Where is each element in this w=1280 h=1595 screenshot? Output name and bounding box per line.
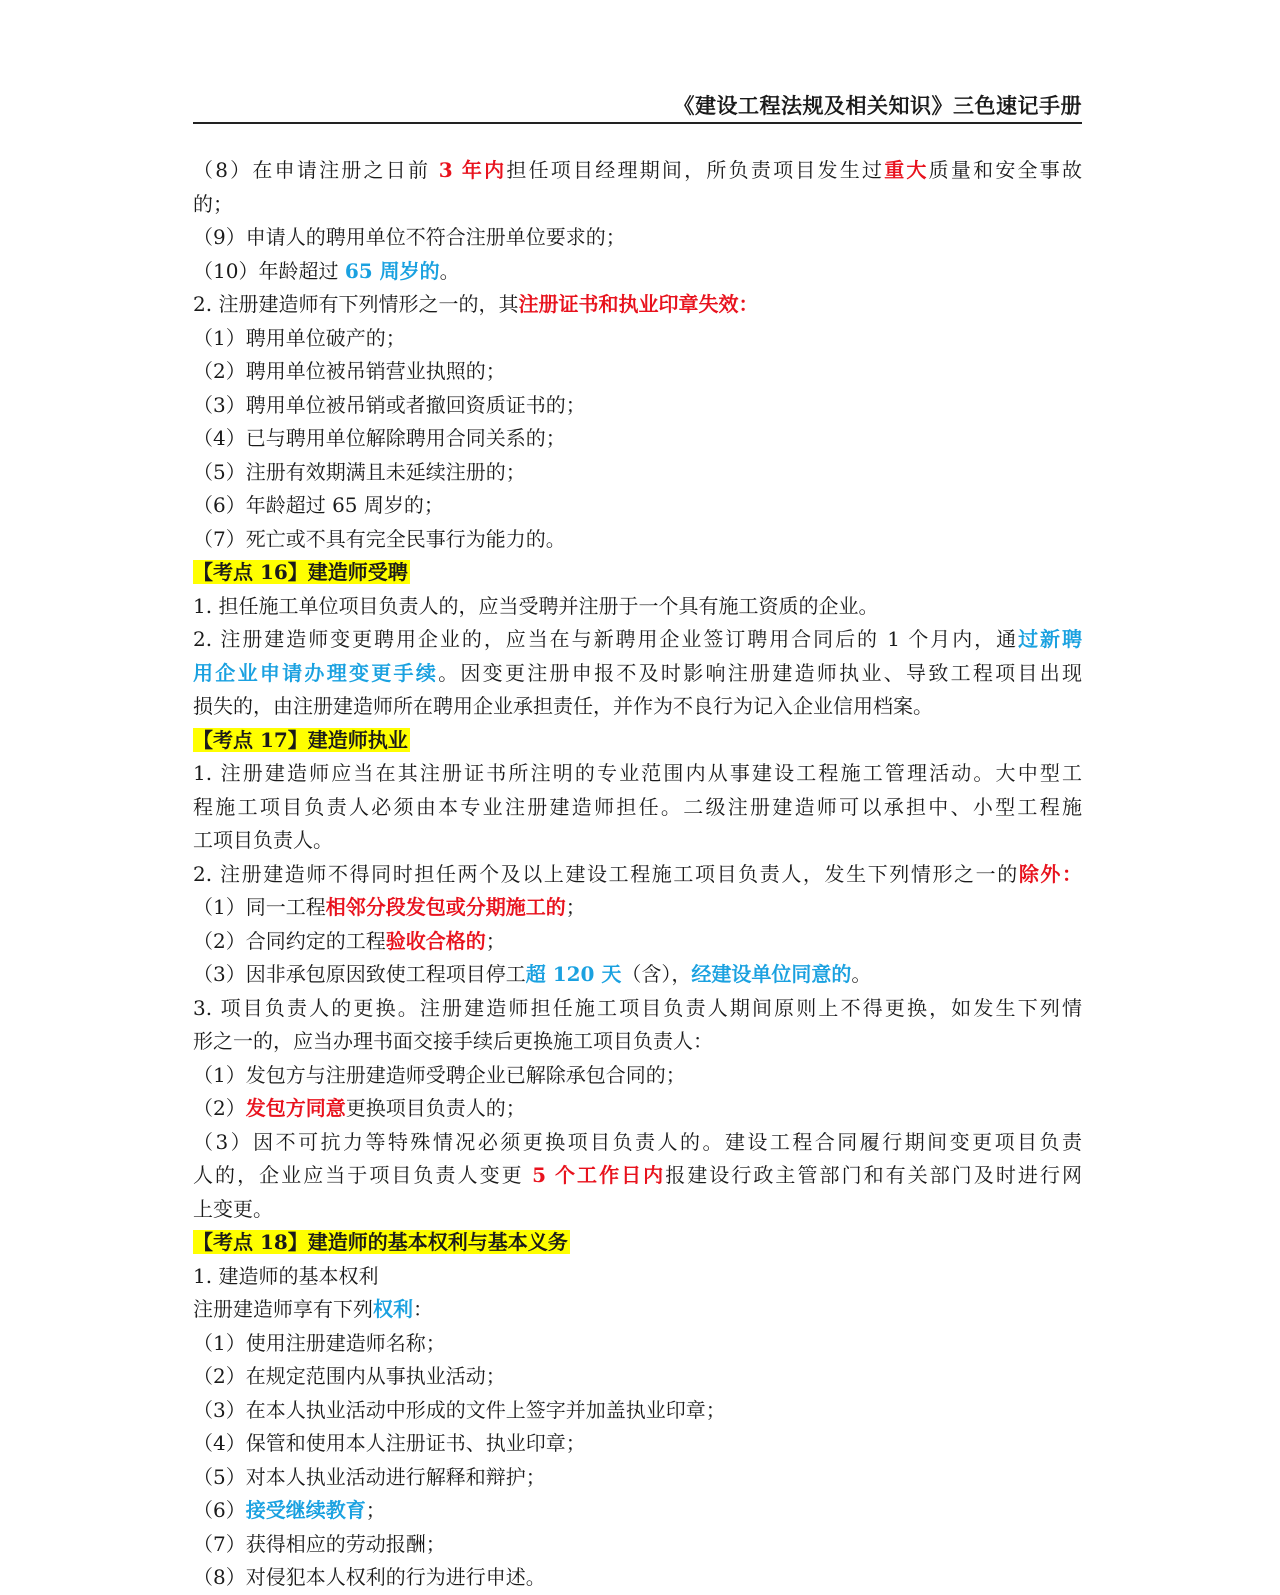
text-line: 1. 注册建造师应当在其注册证书所注明的专业范围内从事建设工程施工管理活动。大中型工 [193, 761, 1082, 785]
list-item: （2）聘用单位被吊销营业执照的； [193, 359, 506, 383]
page-header [193, 88, 1082, 124]
list-item: （5）注册有效期满且未延续注册的； [193, 459, 526, 484]
section-heading-17: 【考点 17】建造师执业 [193, 727, 408, 752]
list-item: （3）聘用单位被吊销或者撤回资质证书的； [193, 392, 586, 417]
list-item: （2）合同约定的工程验收合格的； [193, 928, 506, 953]
text-line: 工项目负责人。 [193, 828, 333, 852]
list-item: （5）对本人执业活动进行解释和辩护； [193, 1464, 546, 1489]
list-item: （3）在本人执业活动中形成的文件上签字并加盖执业印章； [193, 1397, 726, 1422]
text-line: 注册建造师享有下列权利： [193, 1297, 433, 1321]
list-item: （2）在规定范围内从事执业活动； [193, 1364, 506, 1388]
section-heading-18: 【考点 18】建造师的基本权利与基本义务 [193, 1230, 568, 1254]
section-heading-16: 【考点 16】建造师受聘 [193, 560, 408, 584]
text-line: 程施工项目负责人必须由本专业注册建造师担任。二级注册建造师可以承担中、小型工程施 [193, 794, 1082, 819]
text-line: 用企业申请办理变更手续。因变更注册申报不及时影响注册建造师执业、导致工程项目出现 [193, 660, 1083, 685]
text-line: 2. 注册建造师变更聘用企业的，应当在与新聘用企业签订聘用合同后的 1 个月内，通过新聘 [193, 627, 1082, 651]
text-line: 2. 注册建造师不得同时担任两个及以上建设工程施工项目负责人，发生下列情形之一的除外： [193, 861, 1082, 886]
list-item: （7）死亡或不具有完全民事行为能力的。 [193, 526, 566, 551]
list-item: （3）因不可抗力等特殊情况必须更换项目负责人的。建设工程合同履行期间变更项目负责 [193, 1129, 1082, 1154]
text-line: 1. 担任施工单位项目负责人的，应当受聘并注册于一个具有施工资质的企业。 [193, 593, 879, 618]
text-line: 人的，企业应当于项目负责人变更 5 个工作日内报建设行政主管部门和有关部门及时进行网 [193, 1163, 1083, 1187]
document-title: 《建设工程法规及相关知识》三色速记手册 [673, 93, 1082, 118]
text-line: 2. 注册建造师有下列情形之一的，其注册证书和执业印章失效： [193, 292, 759, 316]
text-line: 形之一的，应当办理书面交接手续后更换施工项目负责人： [193, 1029, 713, 1053]
text-line: （9）申请人的聘用单位不符合注册单位要求的； [193, 225, 626, 249]
list-item: （1）发包方与注册建造师受聘企业已解除承包合同的； [193, 1062, 686, 1087]
text-line: 损失的，由注册建造师所在聘用企业承担责任，并作为不良行为记入企业信用档案。 [193, 694, 933, 718]
text-line: 3. 项目负责人的更换。注册建造师担任施工项目负责人期间原则上不得更换，如发生下列情 [193, 995, 1082, 1020]
list-item: （8）对侵犯本人权利的行为进行申述。 [193, 1565, 546, 1589]
list-item: （1）聘用单位破产的； [193, 325, 406, 350]
document-body [193, 154, 1082, 1595]
text-line: （8）在申请注册之日前 3 年内担任项目经理期间，所负责项目发生过重大质量和安全事故 [193, 158, 1083, 182]
list-item: （7）获得相应的劳动报酬； [193, 1531, 446, 1556]
list-item: （3）因非承包原因致使工程项目停工超 120 天（含），经建设单位同意的。 [193, 962, 872, 986]
list-item: （4）保管和使用本人注册证书、执业印章； [193, 1431, 586, 1455]
text-line: 的； [193, 191, 233, 216]
list-item: （6）年龄超过 65 周岁的； [193, 493, 444, 517]
text-line: 上变更。 [193, 1196, 273, 1221]
list-item: （1）使用注册建造师名称； [193, 1330, 446, 1355]
list-item: （2）发包方同意更换项目负责人的； [193, 1096, 526, 1120]
list-item: （1）同一工程相邻分段发包或分期施工的； [193, 895, 586, 919]
list-item: （6）接受继续教育； [193, 1498, 386, 1522]
list-item: （4）已与聘用单位解除聘用合同关系的； [193, 426, 566, 450]
text-line: （10）年龄超过 65 周岁的。 [193, 258, 460, 283]
text-line: 1. 建造师的基本权利 [193, 1263, 379, 1288]
